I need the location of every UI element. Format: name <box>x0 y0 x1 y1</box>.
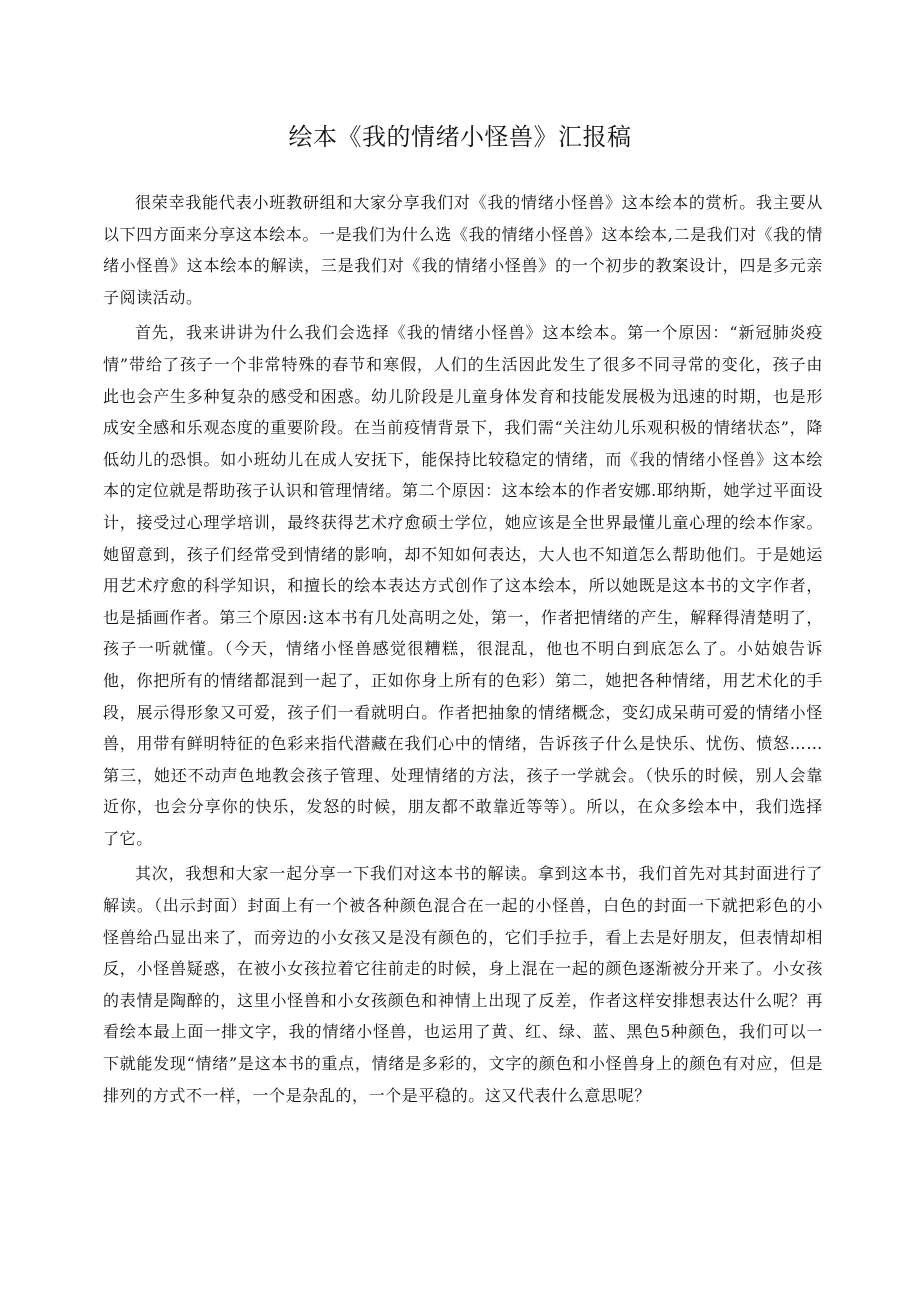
paragraph-intro: 很荣幸我能代表小班教研组和大家分享我们对《我的情绪小怪兽》这本绘本的赏析。我主要从以下四方面来分享这本绘本。一是我们为什么选《我的情绪小怪兽》这本绘本,二是我们对《我的情绪小怪兽》这本绘本的解读，三是我们对《我的情绪小怪兽》的一个初步的教案设计，四是多元亲子阅读活动。 <box>103 193 823 307</box>
document-title: 绘本《我的情绪小怪兽》汇报稿 <box>288 123 632 151</box>
paragraph-interpretation: 其次，我想和大家一起分享一下我们对这本书的解读。拿到这本书，我们首先对其封面进行了解读。（出示封面）封面上有一个被各种颜色混合在一起的小怪兽，白色的封面一下就把彩色的小怪兽给凸显出来了，而旁边的小女孩又是没有颜色的，它们手拉手，看上去是好朋友，但表情却相反，小怪兽疑惑，在被小女孩拉着它往前走的时候，身上混在一起的颜色逐渐被分开来了。小女孩的表情是陶醉的，这里小怪兽和小女孩颜色和神情上出现了反差，作者这样安排想表达什么呢？再看绘本最上面一排文字，我的情绪小怪兽，也运用了黄、红、绿、蓝、黑色5种颜色，我们可以一下就能发现“情绪”是这本书的重点，情绪是多彩的，文字的颜色和小怪兽身上的颜色有对应，但是排列的方式不一样，一个是杂乱的，一个是平稳的。这又代表什么意思呢？ <box>103 864 823 1105</box>
paragraph-reasons: 首先，我来讲讲为什么我们会选择《我的情绪小怪兽》这本绘本。第一个原因：“新冠肺炎疫情”带给了孩子一个非常特殊的春节和寒假，人们的生活因此发生了很多不同寻常的变化，孩子由此也会产生多种复杂的感受和困惑。幼儿阶段是儿童身体发育和技能发展极为迅速的时期，也是形成安全感和乐观态度的重要阶段。在当前疫情背景下，我们需“关注幼儿乐观积极的情绪状态”，降低幼儿的恐惧。如小班幼儿在成人安抚下，能保持比较稳定的情绪，而《我的情绪小怪兽》这本绘本的定位就是帮助孩子认识和管理情绪。第二个原因：这本绘本的作者安娜.耶纳斯，她学过平面设计，接受过心理学培训，最终获得艺术疗愈硕士学位，她应该是全世界最懂儿童心理的绘本作家。她留意到，孩子们经常受到情绪的影响，却不知如何表达，大人也不知道怎么帮助他们。于是她运用艺术疗愈的科学知识，和擅长的绘本表达方式创作了这本绘本，所以她既是这本书的文字作者，也是插画作者。第三个原因:这本书有几处高明之处，第一，作者把情绪的产生，解释得清楚明了，孩子一听就懂。（今天，情绪小怪兽感觉很糟糕，很混乱，他也不明白到底怎么了。小姑娘告诉他，你把所有的情绪都混到一起了，正如你身上所有的色彩）第二，她把各种情绪，用艺术化的手段，展示得形象又可爱，孩子们一看就明白。作者把抽象的情绪概念，变幻成呆萌可爱的情绪小怪兽，用带有鲜明特征的色彩来指代潜藏在我们心中的情绪，告诉孩子什么是快乐、忧伤、愤怒……第三，她还不动声色地教会孩子管理、处理情绪的方法，孩子一学就会。（快乐的时候，别人会靠近你，也会分享你的快乐，发怒的时候，朋友都不敢靠近等等）。所以，在众多绘本中，我们选择了它。 <box>103 323 823 848</box>
document-body <box>103 187 823 1115</box>
